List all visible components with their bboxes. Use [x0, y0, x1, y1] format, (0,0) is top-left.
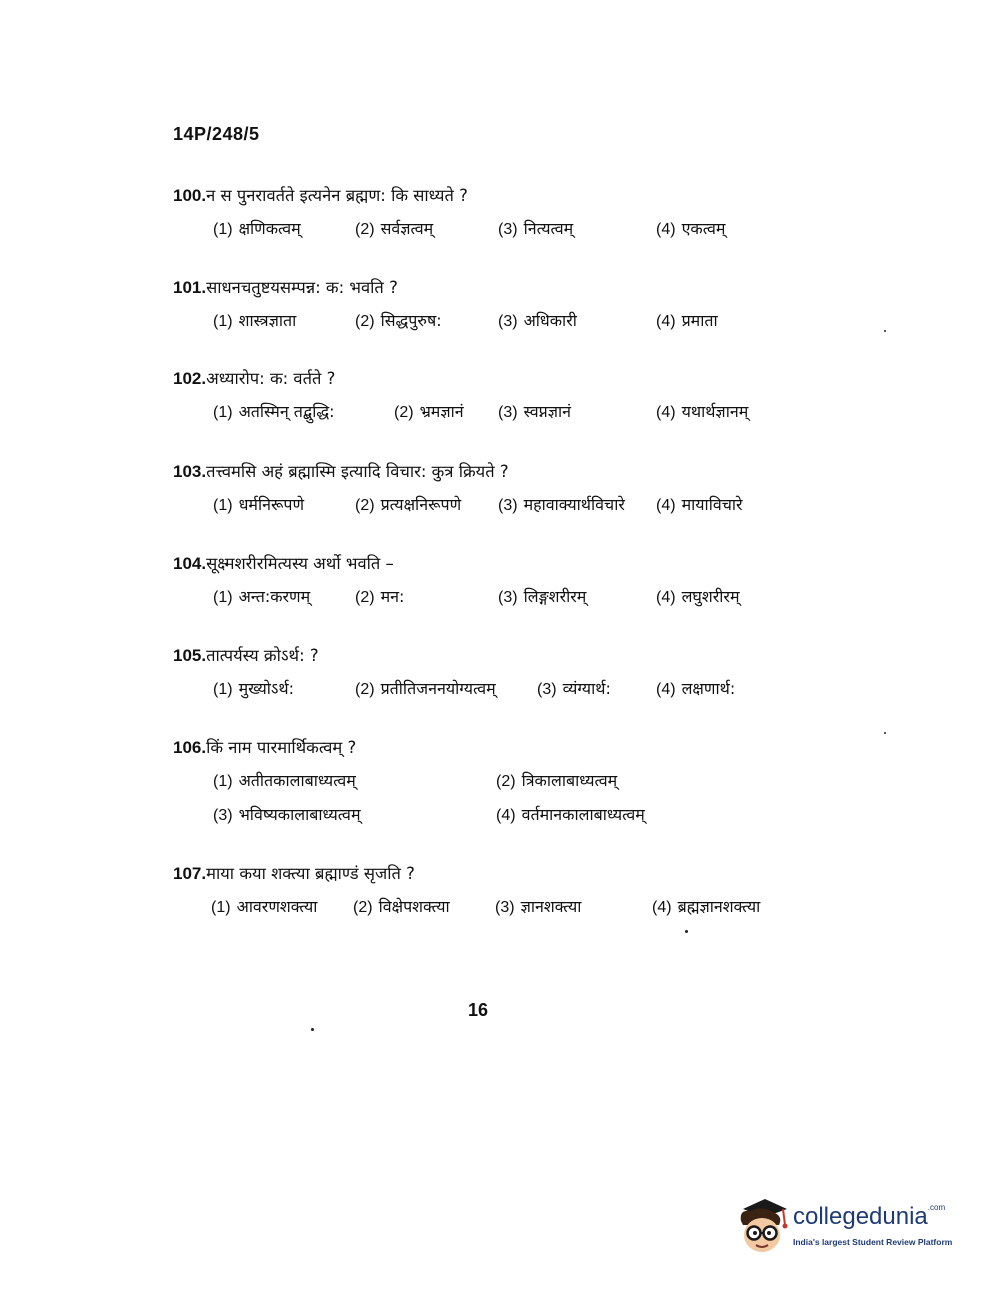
- option-4[interactable]: (4) वर्तमानकालाबाध्यत्वम्: [496, 805, 645, 824]
- page-number: 16: [468, 1000, 489, 1020]
- option-2[interactable]: (2) सिद्धपुरुष:: [355, 311, 442, 330]
- question-text: न स पुनरावर्तते इत्यनेन ब्रह्मण: कि साध्यते ?: [206, 186, 468, 205]
- question-106: [173, 735, 813, 831]
- question-text: किं नाम पारमार्थिकत्वम् ?: [206, 738, 357, 757]
- options-row: [173, 215, 813, 245]
- question-text: सूक्ष्मशरीरमित्यस्य अर्थो भवति –: [206, 554, 394, 573]
- question-101: [173, 275, 813, 337]
- option-4[interactable]: (4) लक्षणार्थ:: [656, 679, 736, 698]
- option-3[interactable]: (3) व्यंग्यार्थ:: [537, 679, 611, 698]
- paper-code: 14P/248/5: [173, 124, 260, 144]
- options-row: [173, 801, 813, 831]
- option-1[interactable]: (1) अतीतकालाबाध्यत्वम्: [213, 771, 356, 790]
- option-4[interactable]: (4) लघुशरीरम्: [656, 587, 740, 606]
- option-2[interactable]: (2) मन:: [355, 587, 405, 606]
- options-row: [173, 307, 813, 337]
- option-4[interactable]: (4) ब्रह्मज्ञानशक्त्या: [652, 897, 761, 916]
- option-2[interactable]: (2) विक्षेपशक्त्या: [353, 897, 450, 916]
- option-3[interactable]: (3) लिङ्गशरीरम्: [498, 587, 587, 606]
- option-1[interactable]: (1) अतस्मिन् तद्बुद्धि:: [213, 402, 335, 421]
- question-102: [173, 366, 813, 428]
- option-1[interactable]: (1) आवरणशक्त्या: [211, 897, 318, 916]
- question-100: [173, 183, 813, 245]
- mascot-icon: [735, 1195, 791, 1261]
- collegedunia-logo: [735, 1195, 960, 1265]
- question-105: [173, 643, 813, 705]
- option-2[interactable]: (2) भ्रमज्ञानं: [394, 402, 464, 421]
- option-3[interactable]: (3) भविष्यकालाबाध्यत्वम्: [213, 805, 361, 824]
- question-text: तत्त्वमसि अहं ब्रह्मास्मि इत्यादि विचार: कुत्र क्रियते ?: [206, 462, 509, 481]
- option-4[interactable]: (4) प्रमाता: [656, 311, 718, 330]
- option-3[interactable]: (3) नित्यत्वम्: [498, 219, 574, 238]
- question-number: 103.: [173, 462, 207, 481]
- option-4[interactable]: (4) यथार्थज्ञानम्: [656, 402, 749, 421]
- question-number: 100.: [173, 186, 207, 205]
- logo-tagline: India's largest Student Review Platform: [793, 1237, 953, 1247]
- option-4[interactable]: (4) एकत्वम्: [656, 219, 726, 238]
- option-2[interactable]: (2) प्रत्यक्षनिरूपणे: [355, 495, 462, 514]
- question-text: साधनचतुष्टयसम्पन्न: क: भवति ?: [206, 278, 398, 297]
- option-3[interactable]: (3) महावाक्यार्थविचारे: [498, 495, 625, 514]
- question-number: 102.: [173, 369, 207, 388]
- question-104: [173, 551, 813, 613]
- question-107: [173, 861, 813, 923]
- logo-wordmark: collegedunia: [793, 1203, 928, 1230]
- option-1[interactable]: (1) क्षणिकत्वम्: [213, 219, 301, 238]
- option-3[interactable]: (3) अधिकारी: [498, 311, 577, 330]
- question-text: माया कया शक्त्या ब्रह्माण्डं सृजति ?: [206, 864, 415, 883]
- option-2[interactable]: (2) त्रिकालाबाध्यत्वम्: [496, 771, 618, 790]
- options-row: [173, 491, 813, 521]
- scan-speck: [685, 930, 688, 933]
- option-1[interactable]: (1) मुख्योऽर्थ:: [213, 679, 295, 698]
- question-number: 105.: [173, 646, 207, 665]
- scan-speck: [311, 1028, 314, 1031]
- option-1[interactable]: (1) अन्त:करणम्: [213, 587, 311, 606]
- options-row: [173, 583, 813, 613]
- logo-suffix: .com: [927, 1203, 946, 1212]
- question-103: [173, 459, 813, 521]
- option-2[interactable]: (2) प्रतीतिजननयोग्यत्वम्: [355, 679, 496, 698]
- question-text: अध्यारोप: क: वर्तते ?: [206, 369, 336, 388]
- options-row: [173, 675, 813, 705]
- option-3[interactable]: (3) ज्ञानशक्त्या: [495, 897, 582, 916]
- option-1[interactable]: (1) शास्त्रज्ञाता: [213, 311, 297, 330]
- question-number: 101.: [173, 278, 207, 297]
- question-number: 107.: [173, 864, 207, 883]
- question-number: 106.: [173, 738, 207, 757]
- scan-speck: [884, 732, 886, 734]
- options-row: [173, 398, 813, 428]
- option-4[interactable]: (4) मायाविचारे: [656, 495, 743, 514]
- scan-speck: [884, 330, 886, 332]
- option-1[interactable]: (1) धर्मनिरूपणे: [213, 495, 305, 514]
- option-2[interactable]: (2) सर्वज्ञत्वम्: [355, 219, 434, 238]
- options-row: [173, 767, 813, 797]
- option-3[interactable]: (3) स्वप्नज्ञानं: [498, 402, 572, 421]
- options-row: [173, 893, 813, 923]
- question-number: 104.: [173, 554, 207, 573]
- question-text: तात्पर्यस्य क्रोऽर्थ: ?: [206, 646, 319, 665]
